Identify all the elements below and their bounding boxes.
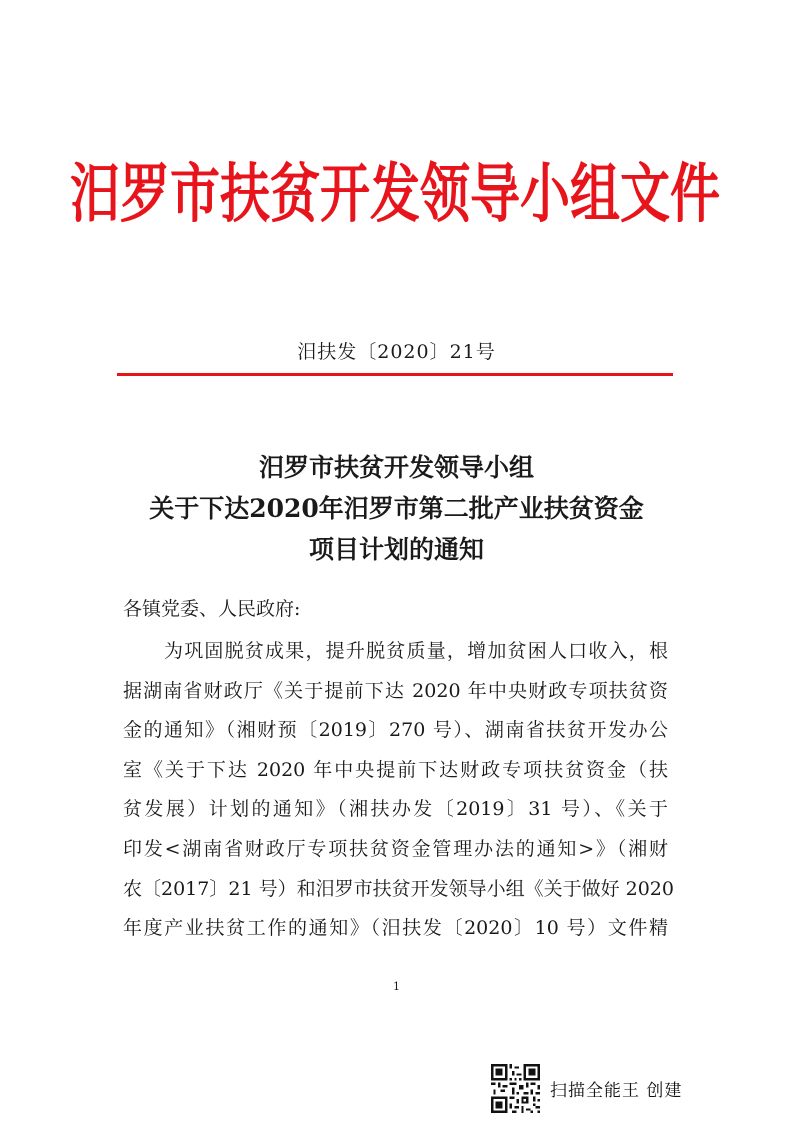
notice-title — [0, 447, 793, 570]
scanner-watermark — [491, 1063, 682, 1113]
document-number: 汨扶发〔2020〕21号 — [297, 341, 496, 363]
qr-code-icon — [491, 1064, 540, 1113]
notice-title-line: 关于下达2020年汨罗市第二批产业扶贫资金 — [149, 494, 644, 523]
header-divider — [117, 373, 673, 376]
body-line: 室《关于下达 2020 年中央提前下达财政专项扶贫资金（扶 — [123, 758, 668, 781]
body-line: 农〔2017〕21 号）和汨罗市扶贫开发领导小组《关于做好 2020 — [123, 877, 674, 900]
notice-title-line: 汨罗市扶贫开发领导小组 — [258, 453, 534, 482]
body-paragraph — [123, 632, 674, 949]
body-line: 据湖南省财政厅《关于提前下达 2020 年中央财政专项扶贫资 — [123, 679, 668, 702]
page-number: 1 — [393, 980, 400, 993]
notice-title-line: 项目计划的通知 — [308, 535, 484, 564]
body-line: 为巩固脱贫成果，提升脱贫质量，增加贫困人口收入，根 — [164, 640, 668, 662]
body-line: 贫发展）计划的通知》（湘扶办发〔2019〕31 号）、《关于 — [123, 798, 668, 821]
org-header-title: 汨罗市扶贫开发领导小组文件 — [70, 156, 720, 232]
salutation: 各镇党委、人民政府: — [123, 598, 301, 620]
body-line: 年度产业扶贫工作的通知》（汨扶发〔2020〕10 号）文件精 — [123, 917, 668, 940]
body-line: 印发<湖南省财政厅专项扶贫资金管理办法的通知>》（湘财 — [123, 837, 668, 860]
body-line: 金的通知》（湘财预〔2019〕270 号）、湖南省扶贫开发办公 — [123, 719, 668, 742]
watermark-text: 扫描全能王 创建 — [550, 1080, 683, 1101]
